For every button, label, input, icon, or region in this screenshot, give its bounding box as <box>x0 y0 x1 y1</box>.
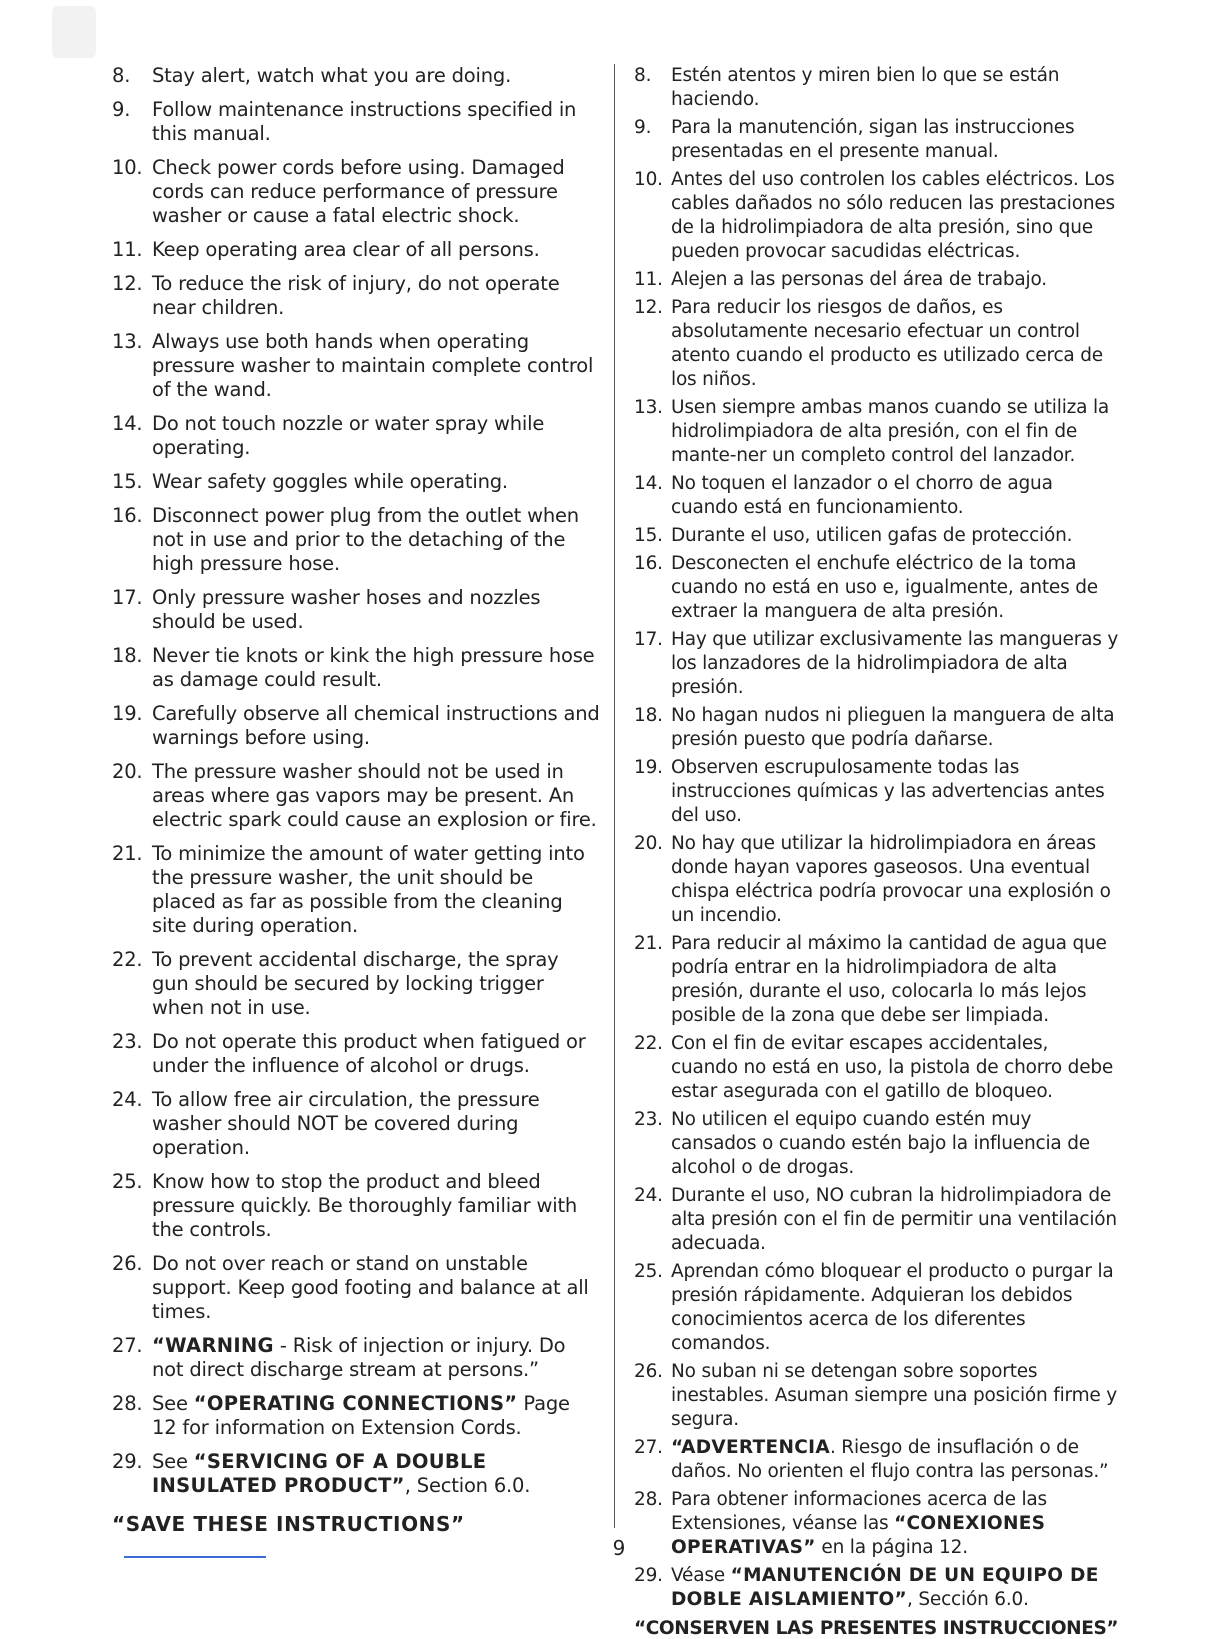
item-text: Con el fin de evitar escapes accidentales, cuando no está en uso, la pistola de chorro debe estar asegurada con el gatillo de bloqueo. <box>671 1033 1114 1102</box>
item-text: en la página 12. <box>815 1537 968 1558</box>
warning-label: “ADVERTENCIA <box>671 1437 830 1458</box>
item-number: 22. <box>634 1033 663 1054</box>
english-list-item <box>112 412 600 460</box>
english-list-item <box>112 702 600 750</box>
item-text: No utilicen el equipo cuando estén muy cansados o cuando estén bajo la influencia de alcohol o de drogas. <box>671 1109 1090 1178</box>
english-list-item <box>112 1170 600 1242</box>
english-list-item <box>112 330 600 402</box>
item-text: Do not over reach or stand on unstable support. Keep good footing and balance at all times. <box>152 1252 589 1323</box>
item-number: 10. <box>112 156 143 179</box>
item-number: 28. <box>634 1489 663 1510</box>
spanish-list-item <box>634 756 1120 828</box>
item-number: 13. <box>634 397 663 418</box>
section-reference: “CONEXIONES OPERATIVAS” <box>671 1513 1046 1558</box>
item-number: 18. <box>634 705 663 726</box>
item-text: Desconecten el enchufe eléctrico de la toma cuando no está en uso e, igualmente, antes de extraer la manguera de alta presión. <box>671 553 1098 622</box>
item-text: Stay alert, watch what you are doing. <box>152 64 512 87</box>
spanish-list-item <box>634 1260 1120 1356</box>
item-number: 25. <box>634 1261 663 1282</box>
item-number: 17. <box>634 629 663 650</box>
item-text: Page 12 for information on Extension Cords. <box>152 1392 570 1439</box>
spanish-list-item <box>634 296 1120 392</box>
link-underline[interactable] <box>124 1556 266 1558</box>
english-item-29 <box>112 1450 600 1498</box>
item-number: 8. <box>634 65 652 86</box>
english-list-item <box>112 644 600 692</box>
item-text: Do not operate this product when fatigued or under the influence of alcohol or drugs. <box>152 1030 586 1077</box>
item-number: 9. <box>634 117 652 138</box>
item-text: To prevent accidental discharge, the spray gun should be secured by locking trigger when not in use. <box>152 948 559 1019</box>
section-reference: “SERVICING OF A DOUBLE INSULATED PRODUCT” <box>152 1450 487 1497</box>
item-number: 19. <box>112 702 143 725</box>
item-text: Never tie knots or kink the high pressure hose as damage could result. <box>152 644 595 691</box>
item-text: See <box>152 1392 194 1415</box>
english-list-item <box>112 470 600 494</box>
item-number: 25. <box>112 1170 143 1193</box>
item-text: No hay que utilizar la hidrolimpiadora en áreas donde hayan vapores gaseosos. Una eventual chispa eléctrica podría provocar una explosión o un incendio. <box>671 833 1111 926</box>
item-text: Know how to stop the product and bleed pressure quickly. Be thoroughly familiar with the controls. <box>152 1170 578 1241</box>
spanish-list <box>634 64 1120 1432</box>
item-text: Véase <box>671 1565 731 1586</box>
english-list-item <box>112 64 600 88</box>
item-text: . Riesgo de insuflación o de daños. No orienten el flujo contra las personas.” <box>671 1437 1109 1482</box>
item-text: Aprendan cómo bloquear el producto o purgar la presión rápidamente. Adquieran los debidos conocimientos acerca de los diferentes comandos. <box>671 1261 1114 1354</box>
spanish-list-item <box>634 1360 1120 1432</box>
spanish-list-item <box>634 552 1120 624</box>
spanish-list-item <box>634 268 1120 292</box>
page-number: 9 <box>612 1536 626 1560</box>
item-text: To allow free air circulation, the pressure washer should NOT be covered during operation. <box>152 1088 540 1159</box>
item-number: 19. <box>634 757 663 778</box>
spanish-list-item <box>634 1108 1120 1180</box>
spanish-list-item <box>634 116 1120 164</box>
spanish-item-29 <box>634 1564 1120 1612</box>
item-text: Usen siempre ambas manos cuando se utiliza la hidrolimpiadora de alta presión, con el fin de mante-ner un completo control del lanzador. <box>671 397 1110 466</box>
item-text: , Sección 6.0. <box>907 1589 1029 1610</box>
warning-label: “WARNING <box>152 1334 274 1357</box>
item-number: 20. <box>112 760 143 783</box>
english-list-item <box>112 156 600 228</box>
item-text: No suban ni se detengan sobre soportes inestables. Asuman siempre una posición firme y segura. <box>671 1361 1118 1430</box>
item-number: 16. <box>634 553 663 574</box>
section-reference: “OPERATING CONNECTIONS” <box>193 1392 518 1415</box>
spanish-item-27 <box>634 1436 1120 1484</box>
spanish-list-item <box>634 1032 1120 1104</box>
item-text: Check power cords before using. Damaged cords can reduce performance of pressure washer or cause a fatal electric shock. <box>152 156 565 227</box>
item-number: 21. <box>112 842 143 865</box>
item-number: 14. <box>112 412 143 435</box>
item-text: See <box>152 1450 194 1473</box>
item-text: Observen escrupulosamente todas las instrucciones químicas y las advertencias antes del uso. <box>671 757 1105 826</box>
item-text: Para la manutención, sigan las instrucciones presentadas en el presente manual. <box>671 117 1075 162</box>
item-number: 9. <box>112 98 131 121</box>
english-column <box>112 64 600 1536</box>
item-text: Durante el uso, utilicen gafas de protección. <box>671 525 1073 546</box>
item-text: Para obtener informaciones acerca de las Extensiones, véanse las <box>671 1489 1047 1534</box>
spanish-list-item <box>634 1184 1120 1256</box>
item-text: Estén atentos y miren bien lo que se están haciendo. <box>671 65 1060 110</box>
spanish-list-item <box>634 64 1120 112</box>
item-number: 29. <box>634 1565 663 1586</box>
english-list-item <box>112 586 600 634</box>
item-text: Para reducir al máximo la cantidad de agua que podría entrar en la hidrolimpiadora de alta presión, durante el uso, colocarla lo más lejos posible de la zona que debe ser limpiada. <box>671 933 1107 1026</box>
english-list-item <box>112 842 600 938</box>
item-number: 15. <box>112 470 143 493</box>
item-text: Always use both hands when operating pressure washer to maintain complete control of the wand. <box>152 330 594 401</box>
item-number: 16. <box>112 504 143 527</box>
english-item-28 <box>112 1392 600 1440</box>
spanish-list-item <box>634 168 1120 264</box>
item-text: Durante el uso, NO cubran la hidrolimpiadora de alta presión con el fin de permitir una ventilación adecuada. <box>671 1185 1117 1254</box>
item-text: Disconnect power plug from the outlet when not in use and prior to the detaching of the high pressure hose. <box>152 504 579 575</box>
item-number: 11. <box>634 269 663 290</box>
scan-corner-mark <box>52 6 96 58</box>
item-text: Alejen a las personas del área de trabajo. <box>671 269 1047 290</box>
item-number: 24. <box>112 1088 143 1111</box>
english-list-item <box>112 948 600 1020</box>
spanish-list-item <box>634 832 1120 928</box>
item-text: Keep operating area clear of all persons. <box>152 238 540 261</box>
item-text: , Section 6.0. <box>404 1474 531 1497</box>
item-number: 28. <box>112 1392 143 1415</box>
item-number: 18. <box>112 644 143 667</box>
item-number: 12. <box>634 297 663 318</box>
item-text: Para reducir los riesgos de daños, es absolutamente necesario efectuar un control atento cuando el producto es utilizado cerca de los niños. <box>671 297 1103 390</box>
item-number: 12. <box>112 272 143 295</box>
spanish-item-28 <box>634 1488 1120 1560</box>
item-number: 11. <box>112 238 143 261</box>
english-list <box>112 64 600 1324</box>
english-list-item <box>112 504 600 576</box>
save-instructions-heading: “SAVE THESE INSTRUCTIONS” <box>112 1512 465 1536</box>
spanish-list-item <box>634 704 1120 752</box>
item-number: 17. <box>112 586 143 609</box>
spanish-list-item <box>634 524 1120 548</box>
item-text: Only pressure washer hoses and nozzles should be used. <box>152 586 541 633</box>
item-number: 21. <box>634 933 663 954</box>
item-text: Hay que utilizar exclusivamente las mangueras y los lanzadores de la hidrolimpiadora de alta presión. <box>671 629 1119 698</box>
item-text: - Risk of injection or injury. Do not direct discharge stream at persons.” <box>152 1334 566 1381</box>
item-number: 14. <box>634 473 663 494</box>
english-list-item <box>112 1252 600 1324</box>
save-instructions-heading: “CONSERVEN LAS PRESENTES INSTRUCCIONES” <box>634 1618 1119 1639</box>
section-reference: “MANUTENCIÓN DE UN EQUIPO DE DOBLE AISLAMIENTO” <box>671 1565 1099 1610</box>
item-text: Follow maintenance instructions specified in this manual. <box>152 98 577 145</box>
item-text: No hagan nudos ni plieguen la manguera de alta presión puesto que podría dañarse. <box>671 705 1115 750</box>
spanish-list-item <box>634 396 1120 468</box>
item-text: To minimize the amount of water getting into the pressure washer, the unit should be placed as far as possible from the cleaning site during operation. <box>152 842 585 937</box>
item-text: Do not touch nozzle or water spray while operating. <box>152 412 545 459</box>
item-number: 23. <box>634 1109 663 1130</box>
item-number: 26. <box>634 1361 663 1382</box>
item-text: Wear safety goggles while operating. <box>152 470 508 493</box>
english-list-item <box>112 238 600 262</box>
item-number: 8. <box>112 64 131 87</box>
item-number: 10. <box>634 169 663 190</box>
english-list-item <box>112 98 600 146</box>
item-number: 24. <box>634 1185 663 1206</box>
spanish-column <box>634 64 1120 1639</box>
item-text: Antes del uso controlen los cables eléctricos. Los cables dañados no sólo reducen las prestaciones de la hidrolimpiadora de alta presión, sino que pueden provocar sacudidas eléctricas. <box>671 169 1115 262</box>
column-divider <box>614 64 615 1528</box>
item-text: To reduce the risk of injury, do not operate near children. <box>152 272 560 319</box>
english-list-item <box>112 1088 600 1160</box>
item-number: 22. <box>112 948 143 971</box>
item-number: 29. <box>112 1450 143 1473</box>
item-number: 20. <box>634 833 663 854</box>
item-text: No toquen el lanzador o el chorro de agua cuando está en funcionamiento. <box>671 473 1053 518</box>
item-number: 27. <box>112 1334 143 1357</box>
item-text: The pressure washer should not be used in areas where gas vapors may be present. An electric spark could cause an explosion or fire. <box>152 760 597 831</box>
item-text: Carefully observe all chemical instructions and warnings before using. <box>152 702 600 749</box>
spanish-list-item <box>634 932 1120 1028</box>
item-number: 26. <box>112 1252 143 1275</box>
item-number: 23. <box>112 1030 143 1053</box>
spanish-list-item <box>634 628 1120 700</box>
english-list-item <box>112 272 600 320</box>
english-list-item <box>112 760 600 832</box>
item-number: 27. <box>634 1437 663 1458</box>
english-item-27 <box>112 1334 600 1382</box>
item-number: 15. <box>634 525 663 546</box>
english-list-item <box>112 1030 600 1078</box>
item-number: 13. <box>112 330 143 353</box>
spanish-list-item <box>634 472 1120 520</box>
